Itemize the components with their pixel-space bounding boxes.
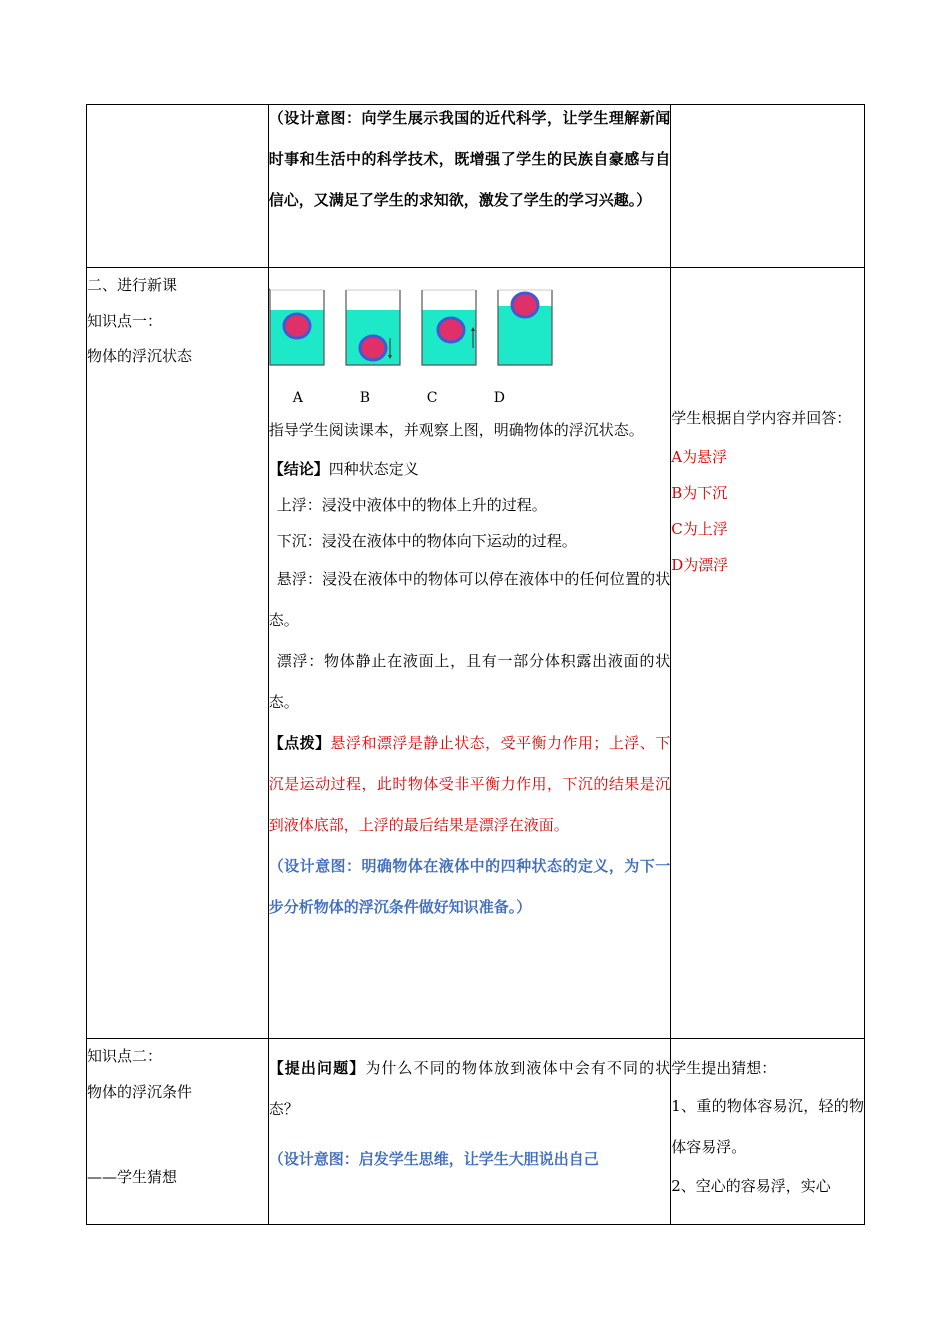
row3-left-cell xyxy=(87,1039,269,1225)
answer-b: B为下沉 xyxy=(671,484,728,502)
row3-middle-cell xyxy=(268,1039,671,1225)
knowledge-point-2-topic: 物体的浮沉条件 xyxy=(87,1082,193,1101)
definition-sink: 下沉：浸没在液体中的物体向下运动的过程。 xyxy=(276,532,577,550)
knowledge-point-2-label: 知识点二： xyxy=(87,1047,163,1065)
beaker-a-image xyxy=(269,286,325,366)
answer-a: A为悬浮 xyxy=(671,448,728,466)
beaker-c-image xyxy=(421,286,477,366)
table-row xyxy=(87,105,865,268)
question-tag: 【提出问题】 xyxy=(268,1059,366,1077)
question-text: 为什么不同的物体放到液体中会有不同的状态？ xyxy=(268,1059,671,1118)
row3-right-cell xyxy=(671,1039,865,1225)
knowledge-point-label: 知识点一： xyxy=(87,311,163,330)
student-guess-label: ——学生猜想 xyxy=(87,1168,178,1186)
question-paragraph xyxy=(269,1048,671,1130)
design-intent-2: （设计意图：明确物体在液体中的四种状态的定义，为下一步分析物体的浮沉条件做好知识准备。） xyxy=(268,857,671,916)
guess-intro: 学生提出猜想： xyxy=(671,1059,777,1077)
label-b: B xyxy=(359,390,370,406)
definition-suspend: 悬浮：浸没在液体中的物体可以停在液体中的任何位置的状态。 xyxy=(268,570,671,629)
tip-paragraph xyxy=(269,723,671,846)
guess-2: 2、空心的容易浮，实心 xyxy=(671,1177,831,1195)
definition-rise: 上浮：浸没中液体中的物体上升的过程。 xyxy=(276,496,547,514)
tip-tag: 【点拨】 xyxy=(268,734,331,752)
guess-1: 1、重的物体容易沉，轻的物体容易浮。 xyxy=(671,1097,864,1156)
table-row xyxy=(87,268,865,1039)
row1-right-cell xyxy=(671,105,865,268)
label-c: C xyxy=(426,390,438,406)
student-answer-intro: 学生根据自学内容并回答： xyxy=(671,409,852,427)
row1-middle-cell xyxy=(268,105,671,268)
conclusion-tag: 【结论】 xyxy=(268,460,329,478)
table-row xyxy=(87,1039,865,1225)
conclusion-text: 四种状态定义 xyxy=(328,460,419,478)
instruction-text: 指导学生阅读课本，并观察上图，明确物体的浮沉状态。 xyxy=(268,421,644,439)
beaker-b-image xyxy=(345,286,401,366)
row1-left-cell xyxy=(87,105,269,268)
tip-text: 悬浮和漂浮是静止状态，受平衡力作用；上浮、下沉是运动过程，此时物体受非平衡力作用，下沉的结果是沉到液体底部，上浮的最后结果是漂浮在液面。 xyxy=(268,734,671,834)
definition-float: 漂浮：物体静止在液面上，且有一部分体积露出液面的状态。 xyxy=(268,652,671,711)
beaker-d-image xyxy=(497,286,553,366)
conclusion-line xyxy=(269,451,671,487)
row2-right-cell xyxy=(671,268,865,1039)
design-intent-3: （设计意图：启发学生思维，让学生大胆说出自己 xyxy=(268,1150,599,1168)
label-d: D xyxy=(493,390,505,406)
figure-labels xyxy=(269,388,671,412)
section-heading: 二、进行新课 xyxy=(87,276,178,294)
row2-middle-cell xyxy=(268,268,671,1039)
design-intent-1: （设计意图：向学生展示我国的近代科学，让学生理解新闻时事和生活中的科学技术，既增强了学生的民族自豪感与自信心，又满足了学生的求知欲，激发了学生的学习兴趣。） xyxy=(268,109,671,209)
answer-d: D为漂浮 xyxy=(671,556,729,574)
answer-c: C为上浮 xyxy=(671,520,728,538)
label-a: A xyxy=(292,390,303,406)
knowledge-point-topic: 物体的浮沉状态 xyxy=(87,347,193,365)
row2-left-cell xyxy=(87,268,269,1039)
float-sink-figure xyxy=(269,276,671,388)
lesson-plan-table xyxy=(86,104,865,1225)
